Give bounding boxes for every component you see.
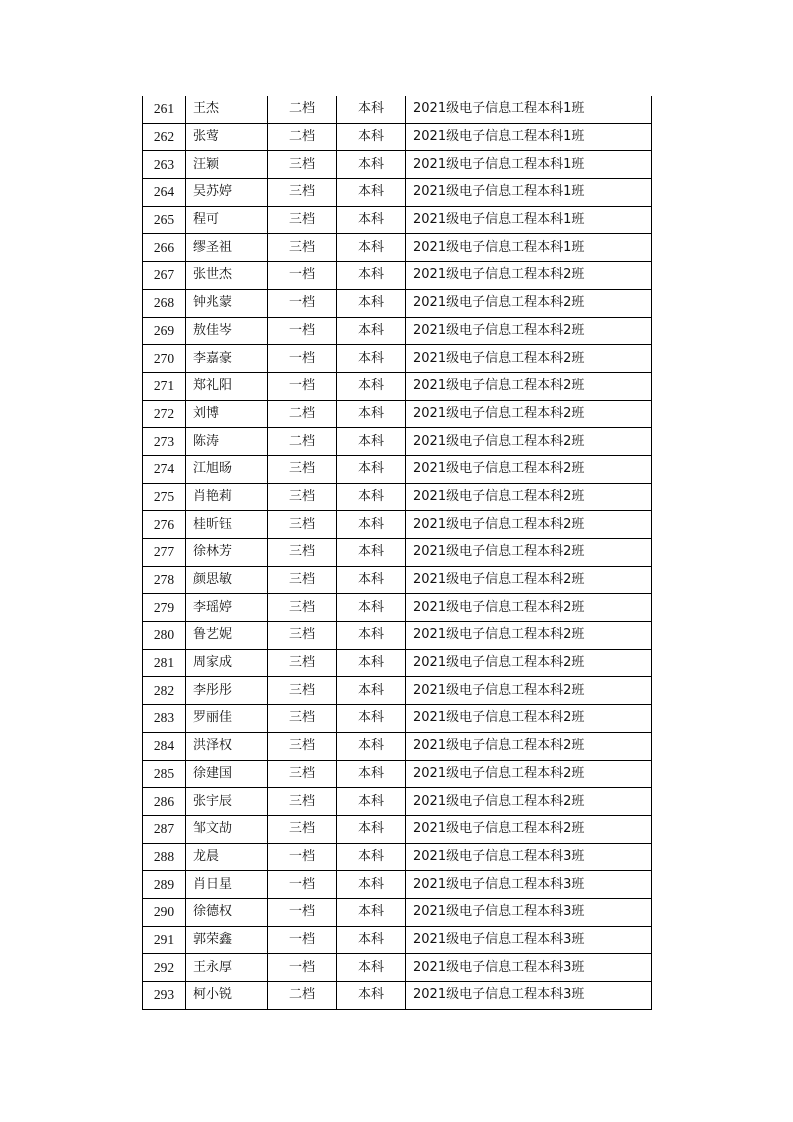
student-name-cell: 徐德权: [186, 898, 268, 926]
table-row: [143, 705, 652, 733]
degree-type-cell: 本科: [337, 871, 406, 899]
degree-type-cell: 本科: [337, 649, 406, 677]
aid-level-cell: 一档: [268, 345, 337, 373]
aid-level-cell: 三档: [268, 151, 337, 179]
class-name-cell: 2021级电子信息工程本科2班: [406, 649, 652, 677]
row-number-cell: 269: [143, 317, 186, 345]
aid-level-cell: 一档: [268, 843, 337, 871]
row-number-cell: 280: [143, 622, 186, 650]
student-name-cell: 王杰: [186, 96, 268, 123]
student-name-cell: 程可: [186, 206, 268, 234]
degree-type-cell: 本科: [337, 815, 406, 843]
student-name-cell: 李彤彤: [186, 677, 268, 705]
table-row: [143, 317, 652, 345]
table-row: [143, 96, 652, 123]
class-name-cell: 2021级电子信息工程本科2班: [406, 455, 652, 483]
student-name-cell: 罗丽佳: [186, 705, 268, 733]
degree-type-cell: 本科: [337, 622, 406, 650]
class-name-cell: 2021级电子信息工程本科3班: [406, 898, 652, 926]
class-name-cell: 2021级电子信息工程本科2班: [406, 317, 652, 345]
degree-type-cell: 本科: [337, 954, 406, 982]
class-name-cell: 2021级电子信息工程本科1班: [406, 179, 652, 207]
class-name-cell: 2021级电子信息工程本科2班: [406, 428, 652, 456]
row-number-cell: 293: [143, 982, 186, 1010]
table-row: [143, 732, 652, 760]
row-number-cell: 263: [143, 151, 186, 179]
table-row: [143, 455, 652, 483]
table-row: [143, 234, 652, 262]
table-row: [143, 179, 652, 207]
row-number-cell: 266: [143, 234, 186, 262]
class-name-cell: 2021级电子信息工程本科3班: [406, 982, 652, 1010]
class-name-cell: 2021级电子信息工程本科1班: [406, 123, 652, 151]
degree-type-cell: 本科: [337, 898, 406, 926]
aid-level-cell: 二档: [268, 400, 337, 428]
table-row: [143, 400, 652, 428]
degree-type-cell: 本科: [337, 400, 406, 428]
row-number-cell: 276: [143, 511, 186, 539]
student-name-cell: 柯小锐: [186, 982, 268, 1010]
degree-type-cell: 本科: [337, 788, 406, 816]
table-row: [143, 566, 652, 594]
student-name-cell: 颜思敏: [186, 566, 268, 594]
document-page: [142, 96, 652, 1010]
degree-type-cell: 本科: [337, 926, 406, 954]
class-name-cell: 2021级电子信息工程本科1班: [406, 234, 652, 262]
student-name-cell: 缪圣祖: [186, 234, 268, 262]
table-row: [143, 788, 652, 816]
class-name-cell: 2021级电子信息工程本科2班: [406, 566, 652, 594]
table-row: [143, 954, 652, 982]
table-row: [143, 677, 652, 705]
class-name-cell: 2021级电子信息工程本科1班: [406, 206, 652, 234]
student-name-cell: 徐林芳: [186, 539, 268, 567]
aid-level-cell: 三档: [268, 455, 337, 483]
aid-level-cell: 三档: [268, 760, 337, 788]
table-row: [143, 898, 652, 926]
degree-type-cell: 本科: [337, 151, 406, 179]
degree-type-cell: 本科: [337, 511, 406, 539]
table-row: [143, 649, 652, 677]
class-name-cell: 2021级电子信息工程本科2班: [406, 760, 652, 788]
row-number-cell: 281: [143, 649, 186, 677]
aid-level-cell: 一档: [268, 926, 337, 954]
aid-level-cell: 三档: [268, 815, 337, 843]
class-name-cell: 2021级电子信息工程本科2班: [406, 372, 652, 400]
class-name-cell: 2021级电子信息工程本科1班: [406, 96, 652, 123]
row-number-cell: 268: [143, 289, 186, 317]
row-number-cell: 285: [143, 760, 186, 788]
row-number-cell: 286: [143, 788, 186, 816]
degree-type-cell: 本科: [337, 566, 406, 594]
class-name-cell: 2021级电子信息工程本科2班: [406, 788, 652, 816]
table-row: [143, 871, 652, 899]
table-row: [143, 483, 652, 511]
degree-type-cell: 本科: [337, 289, 406, 317]
student-name-cell: 张莺: [186, 123, 268, 151]
class-name-cell: 2021级电子信息工程本科2班: [406, 539, 652, 567]
degree-type-cell: 本科: [337, 483, 406, 511]
aid-level-cell: 三档: [268, 511, 337, 539]
row-number-cell: 292: [143, 954, 186, 982]
table-row: [143, 428, 652, 456]
aid-level-cell: 一档: [268, 372, 337, 400]
aid-level-cell: 三档: [268, 649, 337, 677]
table-row: [143, 372, 652, 400]
aid-level-cell: 一档: [268, 954, 337, 982]
row-number-cell: 289: [143, 871, 186, 899]
student-name-cell: 张世杰: [186, 262, 268, 290]
table-row: [143, 843, 652, 871]
degree-type-cell: 本科: [337, 594, 406, 622]
degree-type-cell: 本科: [337, 123, 406, 151]
degree-type-cell: 本科: [337, 317, 406, 345]
row-number-cell: 262: [143, 123, 186, 151]
row-number-cell: 288: [143, 843, 186, 871]
class-name-cell: 2021级电子信息工程本科2班: [406, 705, 652, 733]
class-name-cell: 2021级电子信息工程本科3班: [406, 843, 652, 871]
row-number-cell: 284: [143, 732, 186, 760]
class-name-cell: 2021级电子信息工程本科2班: [406, 289, 652, 317]
table-row: [143, 982, 652, 1010]
aid-level-cell: 一档: [268, 289, 337, 317]
row-number-cell: 264: [143, 179, 186, 207]
student-name-cell: 钟兆蒙: [186, 289, 268, 317]
student-name-cell: 汪颖: [186, 151, 268, 179]
student-name-cell: 徐建国: [186, 760, 268, 788]
row-number-cell: 283: [143, 705, 186, 733]
aid-level-cell: 三档: [268, 677, 337, 705]
degree-type-cell: 本科: [337, 96, 406, 123]
aid-level-cell: 一档: [268, 317, 337, 345]
class-name-cell: 2021级电子信息工程本科2班: [406, 511, 652, 539]
student-name-cell: 张宇辰: [186, 788, 268, 816]
degree-type-cell: 本科: [337, 345, 406, 373]
degree-type-cell: 本科: [337, 206, 406, 234]
degree-type-cell: 本科: [337, 760, 406, 788]
student-name-cell: 敖佳岑: [186, 317, 268, 345]
class-name-cell: 2021级电子信息工程本科2班: [406, 262, 652, 290]
table-body: [143, 96, 652, 1009]
table-row: [143, 289, 652, 317]
student-name-cell: 陈涛: [186, 428, 268, 456]
aid-level-cell: 三档: [268, 483, 337, 511]
aid-level-cell: 三档: [268, 622, 337, 650]
student-name-cell: 江旭旸: [186, 455, 268, 483]
row-number-cell: 270: [143, 345, 186, 373]
class-name-cell: 2021级电子信息工程本科2班: [406, 815, 652, 843]
degree-type-cell: 本科: [337, 428, 406, 456]
aid-level-cell: 一档: [268, 262, 337, 290]
row-number-cell: 278: [143, 566, 186, 594]
degree-type-cell: 本科: [337, 732, 406, 760]
aid-level-cell: 三档: [268, 594, 337, 622]
class-name-cell: 2021级电子信息工程本科3班: [406, 926, 652, 954]
aid-level-cell: 一档: [268, 871, 337, 899]
table-row: [143, 622, 652, 650]
row-number-cell: 277: [143, 539, 186, 567]
class-name-cell: 2021级电子信息工程本科2班: [406, 400, 652, 428]
aid-level-cell: 三档: [268, 705, 337, 733]
student-name-cell: 李嘉豪: [186, 345, 268, 373]
table-row: [143, 511, 652, 539]
row-number-cell: 291: [143, 926, 186, 954]
row-number-cell: 287: [143, 815, 186, 843]
aid-level-cell: 三档: [268, 566, 337, 594]
table-row: [143, 123, 652, 151]
aid-level-cell: 二档: [268, 982, 337, 1010]
table-row: [143, 151, 652, 179]
row-number-cell: 282: [143, 677, 186, 705]
class-name-cell: 2021级电子信息工程本科2班: [406, 622, 652, 650]
degree-type-cell: 本科: [337, 234, 406, 262]
degree-type-cell: 本科: [337, 455, 406, 483]
degree-type-cell: 本科: [337, 372, 406, 400]
student-name-cell: 龙晨: [186, 843, 268, 871]
row-number-cell: 272: [143, 400, 186, 428]
aid-level-cell: 三档: [268, 539, 337, 567]
degree-type-cell: 本科: [337, 262, 406, 290]
class-name-cell: 2021级电子信息工程本科2班: [406, 483, 652, 511]
aid-level-cell: 二档: [268, 123, 337, 151]
degree-type-cell: 本科: [337, 843, 406, 871]
class-name-cell: 2021级电子信息工程本科2班: [406, 594, 652, 622]
student-name-cell: 吴苏婷: [186, 179, 268, 207]
row-number-cell: 261: [143, 96, 186, 123]
class-name-cell: 2021级电子信息工程本科1班: [406, 151, 652, 179]
row-number-cell: 274: [143, 455, 186, 483]
aid-level-cell: 三档: [268, 179, 337, 207]
degree-type-cell: 本科: [337, 539, 406, 567]
student-name-cell: 李瑶婷: [186, 594, 268, 622]
table-row: [143, 594, 652, 622]
degree-type-cell: 本科: [337, 982, 406, 1010]
table-row: [143, 206, 652, 234]
table-row: [143, 262, 652, 290]
aid-level-cell: 三档: [268, 234, 337, 262]
table-row: [143, 926, 652, 954]
aid-level-cell: 二档: [268, 96, 337, 123]
degree-type-cell: 本科: [337, 677, 406, 705]
class-name-cell: 2021级电子信息工程本科3班: [406, 871, 652, 899]
row-number-cell: 273: [143, 428, 186, 456]
degree-type-cell: 本科: [337, 179, 406, 207]
class-name-cell: 2021级电子信息工程本科2班: [406, 732, 652, 760]
student-name-cell: 鲁艺妮: [186, 622, 268, 650]
student-name-cell: 刘博: [186, 400, 268, 428]
table-row: [143, 760, 652, 788]
student-name-cell: 邹文劼: [186, 815, 268, 843]
student-list-table: [142, 96, 652, 1010]
student-name-cell: 周家成: [186, 649, 268, 677]
aid-level-cell: 三档: [268, 206, 337, 234]
row-number-cell: 271: [143, 372, 186, 400]
row-number-cell: 290: [143, 898, 186, 926]
student-name-cell: 郑礼阳: [186, 372, 268, 400]
aid-level-cell: 一档: [268, 898, 337, 926]
student-name-cell: 王永厚: [186, 954, 268, 982]
student-name-cell: 洪泽权: [186, 732, 268, 760]
degree-type-cell: 本科: [337, 705, 406, 733]
student-name-cell: 肖日星: [186, 871, 268, 899]
row-number-cell: 267: [143, 262, 186, 290]
student-name-cell: 肖艳莉: [186, 483, 268, 511]
class-name-cell: 2021级电子信息工程本科2班: [406, 677, 652, 705]
row-number-cell: 275: [143, 483, 186, 511]
table-row: [143, 345, 652, 373]
class-name-cell: 2021级电子信息工程本科3班: [406, 954, 652, 982]
aid-level-cell: 二档: [268, 428, 337, 456]
student-name-cell: 郭荣鑫: [186, 926, 268, 954]
row-number-cell: 279: [143, 594, 186, 622]
table-row: [143, 539, 652, 567]
class-name-cell: 2021级电子信息工程本科2班: [406, 345, 652, 373]
row-number-cell: 265: [143, 206, 186, 234]
table-row: [143, 815, 652, 843]
aid-level-cell: 三档: [268, 732, 337, 760]
student-name-cell: 桂昕钰: [186, 511, 268, 539]
aid-level-cell: 三档: [268, 788, 337, 816]
